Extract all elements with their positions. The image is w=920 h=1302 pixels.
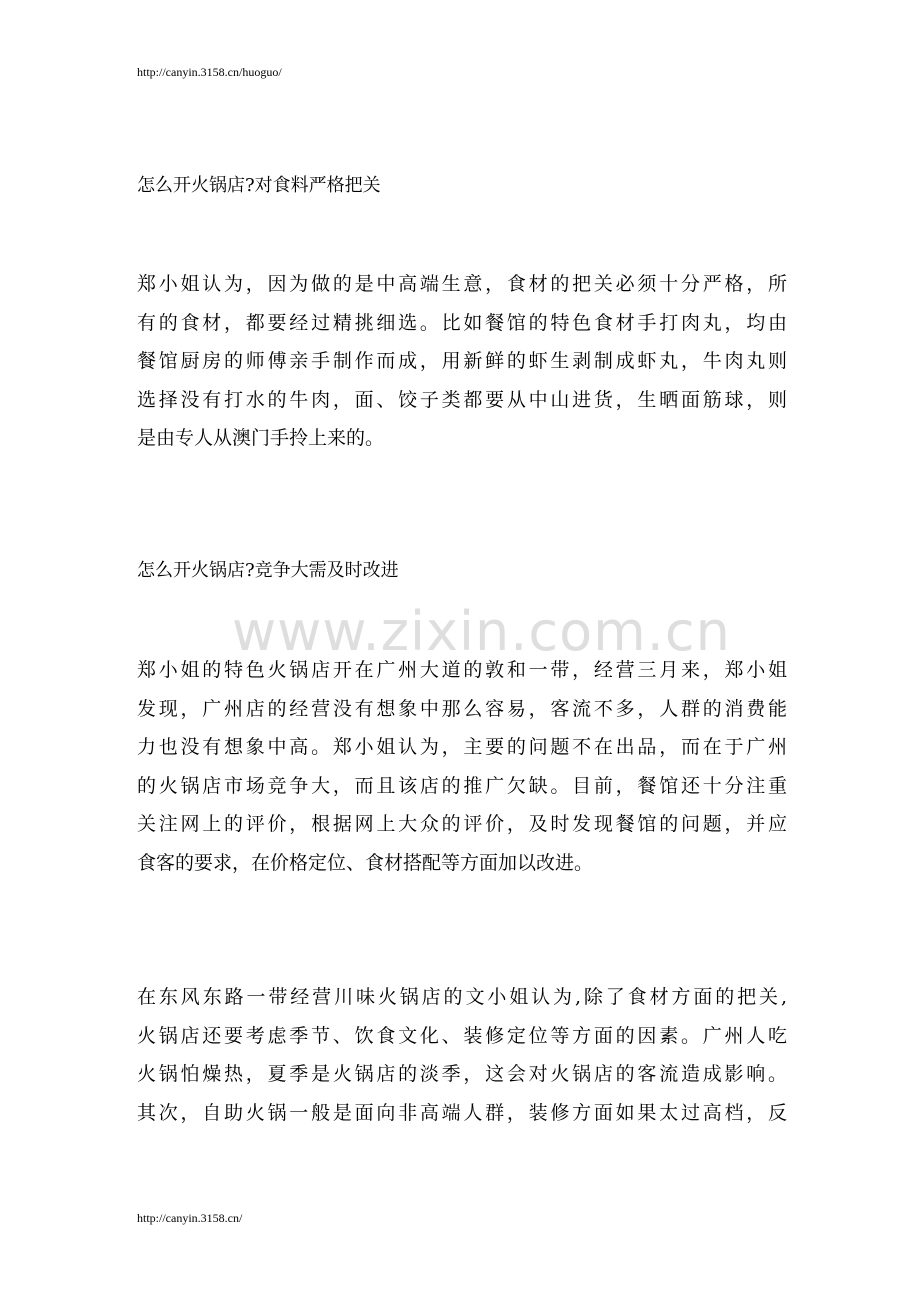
paragraph-line: 选择没有打水的牛肉，面、饺子类都要从中山进货，生晒面筋球，则 (137, 388, 787, 411)
paragraph-line: 食客的要求，在价格定位、食材搭配等方面加以改进。 (137, 851, 594, 874)
paragraph-line: 力也没有想象中高。郑小姐认为，主要的问题不在出品，而在于广州 (137, 736, 787, 758)
paragraph-line: 郑小姐的特色火锅店开在广州大道的敦和一带，经营三月来，郑小姐 (137, 659, 787, 681)
watermark: www.zixin.com.cn (232, 600, 731, 663)
paragraph-line: 郑小姐认为，因为做的是中高端生意，食材的把关必须十分严格，所 (137, 273, 787, 295)
paragraph-line: 在东风东路一带经营川味火锅店的文小姐认为,除了食材方面的把关, (137, 986, 787, 1008)
section-heading-food-quality: 怎么开火锅店?对食料严格把关 (137, 175, 381, 196)
paragraph-line: 餐馆厨房的师傅亲手制作而成，用新鲜的虾生剥制成虾丸，牛肉丸则 (137, 350, 787, 372)
paragraph-line: 火锅怕燥热，夏季是火锅店的淡季，这会对火锅店的客流造成影响。 (137, 1063, 787, 1085)
header-url: http://canyin.3158.cn/huoguo/ (137, 65, 282, 79)
section-heading-competition: 怎么开火锅店?竞争大需及时改进 (137, 560, 399, 581)
paragraph-food-quality (137, 265, 787, 458)
paragraph-line: 是由专人从澳门手拎上来的。 (137, 427, 385, 449)
paragraph-competition (137, 651, 787, 882)
footer-url: http://canyin.3158.cn/ (137, 1211, 243, 1225)
paragraph-line: 有的食材，都要经过精挑细选。比如餐馆的特色食材手打肉丸，均由 (137, 311, 787, 334)
paragraph-line: 关注网上的评价，根据网上大众的评价，及时发现餐馆的问题，并应 (137, 813, 787, 835)
paragraph-line: 其次，自助火锅一般是面向非高端人群，装修方面如果太过高档，反 (137, 1101, 787, 1124)
paragraph-line: 发现，广州店的经营没有想象中那么容易，客流不多，人群的消费能 (137, 697, 787, 720)
paragraph-line: 的火锅店市场竞争大，而且该店的推广欠缺。目前，餐馆还十分注重 (137, 774, 787, 797)
paragraph-other-factors (137, 978, 787, 1132)
paragraph-line: 火锅店还要考虑季节、饮食文化、装修定位等方面的因素。广州人吃 (137, 1024, 787, 1047)
